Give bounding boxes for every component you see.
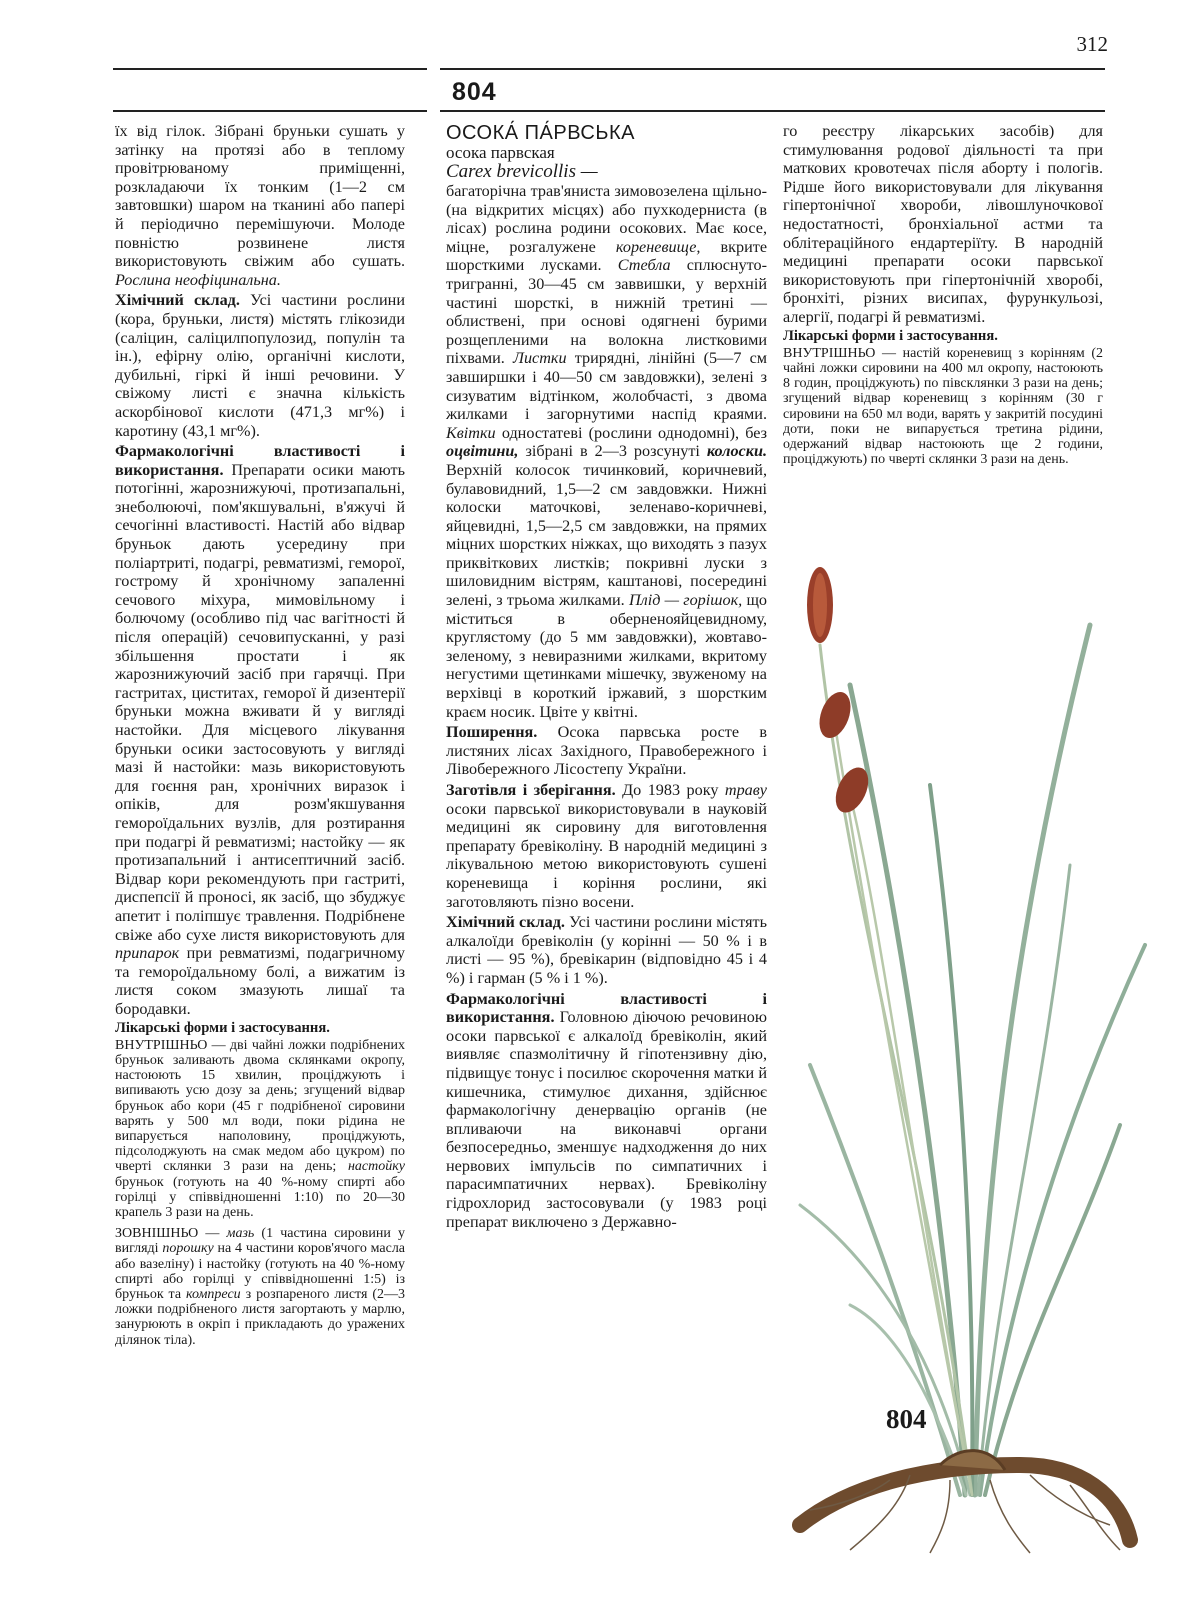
text: з розпареного листя (2—3 ложки подрібненого листя загортають у марлю, занурюють в окріп і прикладають до уражених ділянок тіла).: [115, 1286, 406, 1348]
entry-title: ОСОКА́ ПА́РВСЬКА: [446, 122, 635, 144]
column-middle: [446, 122, 767, 1233]
entry-number-header: 804: [452, 78, 497, 106]
text: що міститься в оберненояйцевидному, круглястому (до 5 мм завдовжки), жовтаво-зеленому, з невиразними жилками, вкритому негустими щетинками мішечку, звуженому на верхівці в короткий іржавий, з шорстким краєм носик. Цвіте у квітні.: [446, 591, 768, 721]
text: ВНУТРІШНЬО — дві чайні ложки подрібнених бруньок заливають двома склянками окропу, настоюють 15 хвилин, проціджують і випивають усю дозу за день; згущений відвар бруньок або кори (45 г подрібненої сировини варять у 500 мл води, поки рідина не випарується наполовину, проціджують, підсолоджують на смак медом або цукром) по чверті склянки 3 рази на день;: [115, 1037, 405, 1175]
column-left: [115, 122, 405, 1350]
section-heading: Фармакологічні властивості і використання.: [446, 989, 767, 1027]
text: багаторічна трав'яниста зимовозелена щільно- (на відкритих місцях) або пухкодерниста (в лісах) рослина родини осокових. Має косе, міцне, розгалужене: [446, 182, 767, 256]
text: Стебла: [617, 256, 671, 275]
text: при ревматизмі, подагричному та гемороїдальному болі, а вижатим із листя соком змазують лишаї та бородавки.: [115, 944, 405, 1018]
header-rule-right: [440, 110, 1105, 112]
paragraph: [115, 291, 405, 440]
text: осоки парвської використовували в науковій медицині як сировину для виготовлення препарату бревіколіну. В народній медицині з лікувальною метою використовують сушені кореневища і коріння рослини, які заготовляють пізно восени.: [446, 799, 767, 911]
text: Верхній колосок тичинковий, коричневий, булавовидний, 1,5—2 см завдовжки. Нижні колоски маточкові, зеленаво-коричневі, яйцевидні, 1,5—2,5 см завдовжки, на прямих міцних шорстких ніжках, що виходять з пазух приквіткових листків; покривні луски з шиловидним вістрям, каштанові, посередині зелені, з трьома жилками.: [446, 460, 767, 610]
paragraph: [115, 122, 405, 289]
text: бруньок (готують на 40 %-ному спирті або горілці у співвідношенні 1:10) по 20—30 крапель 3 рази на день.: [115, 1174, 405, 1220]
figure-label: 804: [886, 1404, 927, 1434]
section-heading: Фармакологічні властивості і використання.: [115, 442, 405, 479]
text: вкрите шорсткими лусками.: [446, 237, 768, 275]
text: їх від гілок. Зібрані бруньки сушать у затінку на протязі або в теплому провітрюваному приміщенні, розкладаючи їх тонким (1—2 см завтовшки) шаром на тканині або папері й періодично перемішуючи. Молоде повністю розвинене листя використовують свіжим або сушать.: [115, 122, 405, 271]
text: ЗОВНІШНЬО —: [115, 1226, 220, 1242]
text: Осока парвська росте в листяних лісах Західного, Правобережного і Лівобережного Лісостепу України.: [446, 723, 768, 779]
text: До 1983 року: [622, 781, 719, 799]
text: траву: [724, 781, 767, 799]
text: Головною діючою речовиною осоки парвської є алкалоїд бревіколін, який виявляє спазмолітичну й гіпотензивну дію, підвищує тонус і посилює скорочення матки й кишечника, стимулює дихання, здійснює фармакологічну денервацію органів (не впливаючи на виконавчі органи безпосередньо, зменшує надходження до них нервових імпульсів по симпатичних і парасимпатичних нервах). Бревіколіну гідрохлорид застосовували (у 1983 році препарат виключено з Державно-: [446, 1008, 767, 1231]
paragraph: го реєстру лікарських засобів) для стимулювання родової діяльності та при маткових кровотечах після аборту і пологів. Рідше його використовували для лікування гіпертонічної хвороби, лівошлуночкової недостатності, бронхіальної астми та облітераційного ендартеріїту. В народній медицині препарати осоки парвської використовують при гіпертонічній хворобі, бронхіті, різних висипах, фурункульозі, алергії, подагрі й ревматизмі.: [783, 122, 1103, 326]
text: припарок: [115, 944, 180, 963]
paragraph: ВНУТРІШНЬО — настій кореневищ з корінням (2 чайні ложки сировини на 400 мл окропу, настоюють 8 годин, проціджують) по півсклянки 3 рази на день; згущений відвар кореневищ з корінням (30 г сировини на 650 мл води, варять у закритій посудині доти, поки не випарується третина рідини, одержаний відвар настоюють ще 2 години, проціджують) по чверті склянки 3 рази на день.: [783, 345, 1103, 468]
text: порошку: [162, 1241, 214, 1257]
section-heading: Поширення.: [446, 723, 538, 742]
text: колоски.: [706, 442, 767, 461]
paragraph: [446, 723, 767, 779]
text: (1 частина сировини у вигляді: [115, 1226, 406, 1257]
text: сплюснуто-тригранні, 30—45 см заввишки, у верхній частині шорсткі, в нижній третині — облиствені, при основі одягнені бурими розщепленими на волокна листковими піхвами.: [446, 256, 768, 368]
paragraph: [446, 781, 767, 911]
section-heading: Лікарські форми і застосування.: [783, 327, 998, 344]
text: мазь: [226, 1226, 255, 1242]
paragraph: [115, 1226, 405, 1348]
text: на 4 частини коров'ячого масла або вазеліну) і настойку (готують на 40 %-ному спирті або горілці у співвідношенні 1:5) із бруньок та: [115, 1241, 406, 1302]
text: компреси: [186, 1286, 241, 1302]
page-number: 312: [1076, 32, 1108, 56]
top-rule-left: [113, 68, 427, 70]
section-heading: Заготівля і зберігання.: [446, 781, 616, 799]
text: Препарати осики мають потогінні, жарознижуючі, протизапальні, знеболюючі, пом'якшувальні, в'яжучі й сечогінні властивості. Настій або відвар бруньок дають усередину при поліартриті, подагрі, ревматизмі, геморої, гострому й хронічному запаленні сечового міхура, мимовільному і болючому (особливо під час вагітності й після операцій) сечовипусканні, у разі збільшення простати і як жарознижуючий засіб при гарячці. При гастритах, циститах, геморої й дизентерії бруньки можна вживати й у вигляді настойки. Для місцевого лікування бруньки осики застосовують у вигляді мазі й настойки: мазь використовують для гоєння ран, хронічних виразок і опіків, для розм'якшування геморoїдальних вузлів, для розтирання при подагрі й ревматизмі; настойку — як протизапальний і антисептичний засіб. Відвар кори рекомендують при гастриті, диспепсії й проносі, як засіб, що збуджує апетит і поліпшує травлення. Подрібнене свіже або сухе листя використовують для: [115, 460, 405, 944]
section-heading: Лікарські форми і застосування.: [115, 1019, 330, 1036]
text: Плід — горішок,: [628, 591, 743, 610]
top-rule-right: [440, 68, 1105, 70]
paragraph: [446, 990, 767, 1232]
text: Квітки: [446, 423, 496, 442]
paragraph: [115, 442, 405, 1018]
text: трирядні, лінійні (5—7 см завширшки і 40—50 см завдовжки), зелені з сизуватим відтінком, жолобчасті, з двома жилками і загорнутими наспід краями.: [446, 349, 768, 424]
text: Рослина неофіцинальна.: [115, 270, 281, 289]
text: одностатеві (рослини однодомні), без: [501, 423, 767, 442]
section-heading: Хімічний склад.: [115, 291, 240, 310]
text: Листки: [513, 349, 567, 368]
header-rule-left: [113, 110, 427, 112]
entry-latin-name: Carex brevicollis —: [446, 161, 598, 182]
text: зібрані в 2—3 розсунуті: [525, 442, 700, 461]
text: оцвітини,: [446, 442, 519, 461]
paragraph: [115, 1038, 405, 1220]
column-right: [783, 122, 1103, 469]
section-heading: Хімічний склад.: [446, 913, 565, 932]
text: Усі частини рослини містять алкалоїди бревіколін (у корінні — 50 % і в листі — 95 %), бревікарин (відповідно 45 і 4 %) і гарман (5 % і 1 %).: [446, 913, 767, 987]
paragraph: [446, 182, 767, 721]
text: Усі частини рослини (кора, бруньки, листя) містять глікозиди (саліцин, саліцилпопулозид, популін та ін.), ефірну олію, органічні кислоти, дубильні, гіркі й інші речовини. У свіжому листі є значна кількість аскорбінової кислоти (471,3 мг%) і каротину (43,1 мг%).: [115, 291, 405, 440]
text: кореневище,: [615, 237, 701, 256]
entry-subtitle: осока парвская: [446, 143, 555, 162]
dosage-block: [115, 1021, 405, 1348]
sedge-plant-illustration: [790, 565, 1155, 1555]
text: настойку: [347, 1159, 405, 1175]
paragraph: [446, 913, 767, 987]
dosage-block: [783, 329, 1103, 468]
